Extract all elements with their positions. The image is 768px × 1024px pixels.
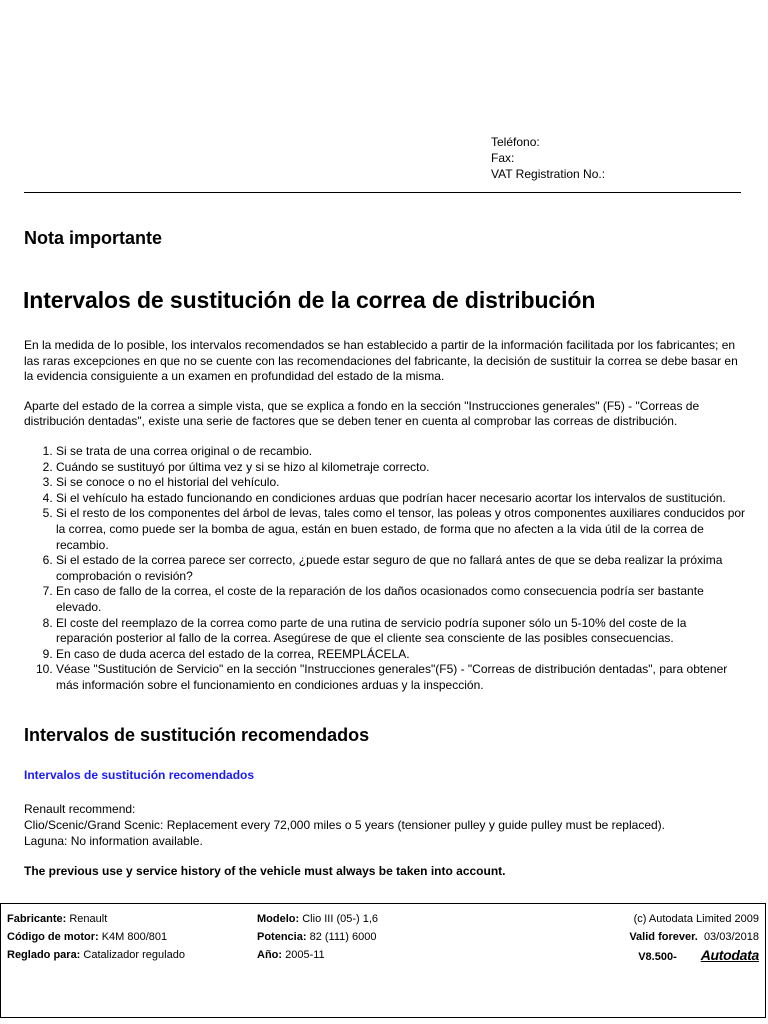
list-item: 2. Cuándo se sustituyó por última vez y si se hizo al kilometraje correcto. xyxy=(56,460,746,476)
fabricante-label: Fabricante: xyxy=(7,913,67,925)
list-item: 5. Si el resto de los componentes del árbol de levas, tales como el tensor, las poleas y otros componentes auxiliares conducidos por la correa, como puede ser la bomba de agua, están en buen estado, de forma que no afecten a la vida útil de la correa de recambio. xyxy=(56,506,746,553)
autodata-logo: Autodata xyxy=(700,947,759,963)
page-title: Intervalos de sustitución de la correa de distribución xyxy=(23,287,596,313)
telefono-label: Teléfono: xyxy=(491,135,540,149)
modelo-label: Modelo: xyxy=(257,913,300,925)
vehicle-info-footer xyxy=(0,903,766,1018)
fabricante-value: Renault xyxy=(69,913,108,925)
list-item: 1. Si se trata de una correa original o de recambio. xyxy=(56,444,746,460)
copyright-text: (c) Autodata Limited 2009 xyxy=(633,913,759,925)
fax-label: Fax: xyxy=(491,151,515,165)
reglado-label: Reglado para: xyxy=(7,949,81,961)
list-item: 10. Véase "Sustitución de Servicio" en la sección "Instrucciones generales"(F5) - "Correas de distribución dentadas", para obtener más información sobre el funcionamiento en condiciones arduas y la inspección. xyxy=(56,662,746,693)
factors-list xyxy=(24,444,746,694)
motor-value: K4M 800/801 xyxy=(101,931,168,943)
footer-col-middle xyxy=(257,910,378,964)
factors-paragraph: Aparte del estado de la correa a simple vista, que se explica a fondo en la sección "Instrucciones generales" (F5) - "Correas de distribución dentadas", existe una serie de factores que se deben tener en cuenta al comprobar las correas de distribución. xyxy=(24,398,700,429)
valid-text: Valid forever. xyxy=(629,931,698,943)
recommended-intervals-link[interactable]: Intervalos de sustitución recomendados xyxy=(24,768,255,782)
recommended-heading: Intervalos de sustitución recomendados xyxy=(24,725,370,745)
main-content xyxy=(24,338,746,693)
potencia-value: 82 (111) 6000 xyxy=(309,931,377,943)
list-item: 4. Si el vehículo ha estado funcionando en condiciones arduas que podrían hacer necesario acortar los intervalos de sustitución. xyxy=(56,491,746,507)
motor-label: Código de motor: xyxy=(7,931,99,943)
date-text: 03/03/2018 xyxy=(703,931,759,943)
footer-col-left xyxy=(7,910,185,964)
recommend-line: Laguna: No information available. xyxy=(24,834,203,848)
modelo-value: Clio III (05-) 1,6 xyxy=(302,913,379,925)
note-heading: Nota importante xyxy=(24,228,163,248)
header-divider xyxy=(24,192,741,193)
footer-col-right xyxy=(629,910,759,966)
ano-label: Año: xyxy=(257,949,283,961)
intro-paragraph: En la medida de lo posible, los intervalos recomendados se han establecido a partir de la información facilitada por los fabricantes; en las raras excepciones en que no se cuente con las recomendaciones del fabricante, la decisión de sustituir la correa se debe basar en la evidencia consiguiente a un examen en profundidad del estado de la misma. xyxy=(24,338,738,384)
list-item: 7. En caso de fallo de la correa, el coste de la reparación de los daños ocasionados como consecuencia podría ser bastante elevado. xyxy=(56,584,746,615)
list-item: 9. En caso de duda acerca del estado de la correa, REEMPLÁCELA. xyxy=(56,647,746,663)
potencia-label: Potencia: xyxy=(257,931,307,943)
recommend-line: Renault recommend: xyxy=(24,802,136,816)
list-item: 3. Si se conoce o no el historial del vehículo. xyxy=(56,475,746,491)
service-history-warning: The previous use y service history of the vehicle must always be taken into account. xyxy=(24,864,506,878)
contact-block xyxy=(491,134,605,182)
version-text: V8.500- xyxy=(638,951,677,963)
ano-value: 2005-11 xyxy=(285,949,325,961)
reglado-value: Catalizador regulado xyxy=(83,949,185,961)
list-item: 8. El coste del reemplazo de la correa como parte de una rutina de servicio podría suponer sólo un 5-10% del coste de la reparación posterior al fallo de la correa. Asegúrese de que el cliente sea consciente de las posibles consecuencias. xyxy=(56,616,746,647)
vat-label: VAT Registration No.: xyxy=(491,167,606,181)
recommendation-block xyxy=(24,801,665,849)
recommend-line: Clio/Scenic/Grand Scenic: Replacement every 72,000 miles o 5 years (tensioner pulley y guide pulley must be replaced). xyxy=(24,818,665,832)
list-item: 6. Si el estado de la correa parece ser correcto, ¿puede estar seguro de que no fallará antes de que se deba realizar la próxima comprobación o revisión? xyxy=(56,553,746,584)
